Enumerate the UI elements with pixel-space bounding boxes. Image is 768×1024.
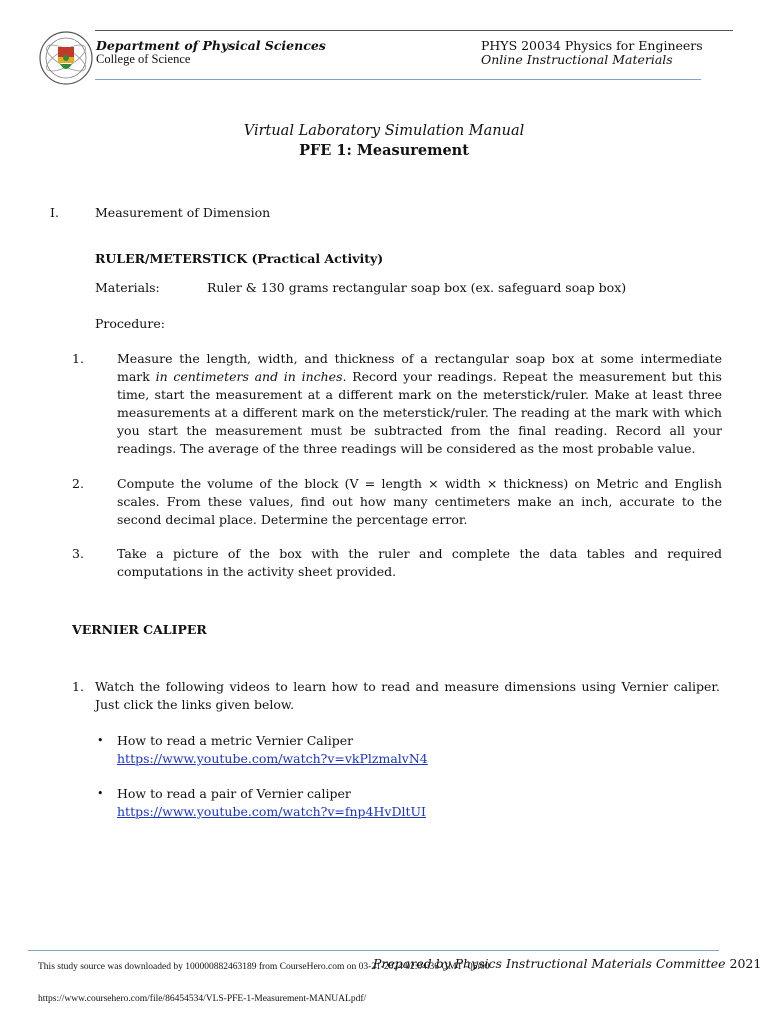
link-pair-vernier-video[interactable]: https://www.youtube.com/watch?v=fnp4HvDltUI (117, 804, 426, 819)
college-name: College of Science (96, 52, 191, 66)
vernier-step-number: 1. (72, 679, 84, 694)
procedure-label: Procedure: (95, 316, 165, 331)
step-1-number: 1. (72, 351, 84, 366)
prepared-by: Prepared by Physics Instructional Materials Committee 2021 (373, 956, 762, 971)
link-metric-vernier-video[interactable]: https://www.youtube.com/watch?v=vkPlzmalvN4 (117, 751, 428, 766)
footer-rule (28, 950, 719, 951)
header-top-rule (95, 30, 733, 31)
section-numeral: I. (50, 205, 59, 220)
header-sub-rule (95, 79, 701, 80)
step-2-text: Compute the volume of the block (V = length × width × thickness) on Metric and English scales. From these values, find out how many centimeters make an inch, accurate to the second decimal place. Determine the percentage error. (117, 476, 722, 527)
section-heading: Measurement of Dimension (95, 205, 271, 220)
bullet-1: • (97, 734, 104, 747)
manual-title: Virtual Laboratory Simulation Manual (243, 123, 525, 139)
vernier-step-text: Watch the following videos to learn how to read and measure dimensions using Vernier caliper. Just click the links given below. (95, 679, 720, 712)
course-subtitle: Online Instructional Materials (481, 52, 673, 67)
step-1-text: Measure the length, width, and thickness of a rectangular soap box at some intermediate mark in centimeters and in inches. Record your readings. Repeat the measurement but this time, start the measurement at a different mark on the meterstick/ruler. Make at least three measurements at a different mark on the meterstick/ruler. The reading at the mark with which you start the measurement must be subtracted from the final reading. Record all your readings. The average of the three readings will be considered as the most probable value. (117, 351, 722, 456)
ruler-heading: RULER/METERSTICK (Practical Activity) (95, 251, 384, 266)
step-3-text: Take a picture of the box with the ruler and complete the data tables and required computations in the activity sheet provided. (117, 546, 722, 579)
step-2-number: 2. (72, 476, 84, 491)
materials-value: Ruler & 130 grams rectangular soap box (ex. safeguard soap box) (207, 280, 627, 295)
materials-label: Materials: (95, 280, 160, 295)
step-3-number: 3. (72, 546, 84, 561)
university-seal-logo (38, 30, 94, 86)
vernier-heading: VERNIER CALIPER (72, 622, 207, 637)
course-title: PHYS 20034 Physics for Engineers (481, 38, 703, 53)
link-2-label: How to read a pair of Vernier caliper (117, 786, 351, 801)
department-title: Department of Physical Sciences (96, 38, 326, 53)
bullet-2: • (97, 787, 104, 800)
download-note: This study source was downloaded by 100000882463189 from CourseHero.com on 03-21-2024 02:04:36 GMT -05:00 (38, 962, 490, 972)
link-1-label: How to read a metric Vernier Caliper (117, 733, 354, 748)
activity-title: PFE 1: Measurement (299, 142, 469, 159)
source-url: https://www.coursehero.com/file/86454534/VLS-PFE-1-Measurement-MANUALpdf/ (38, 994, 367, 1004)
